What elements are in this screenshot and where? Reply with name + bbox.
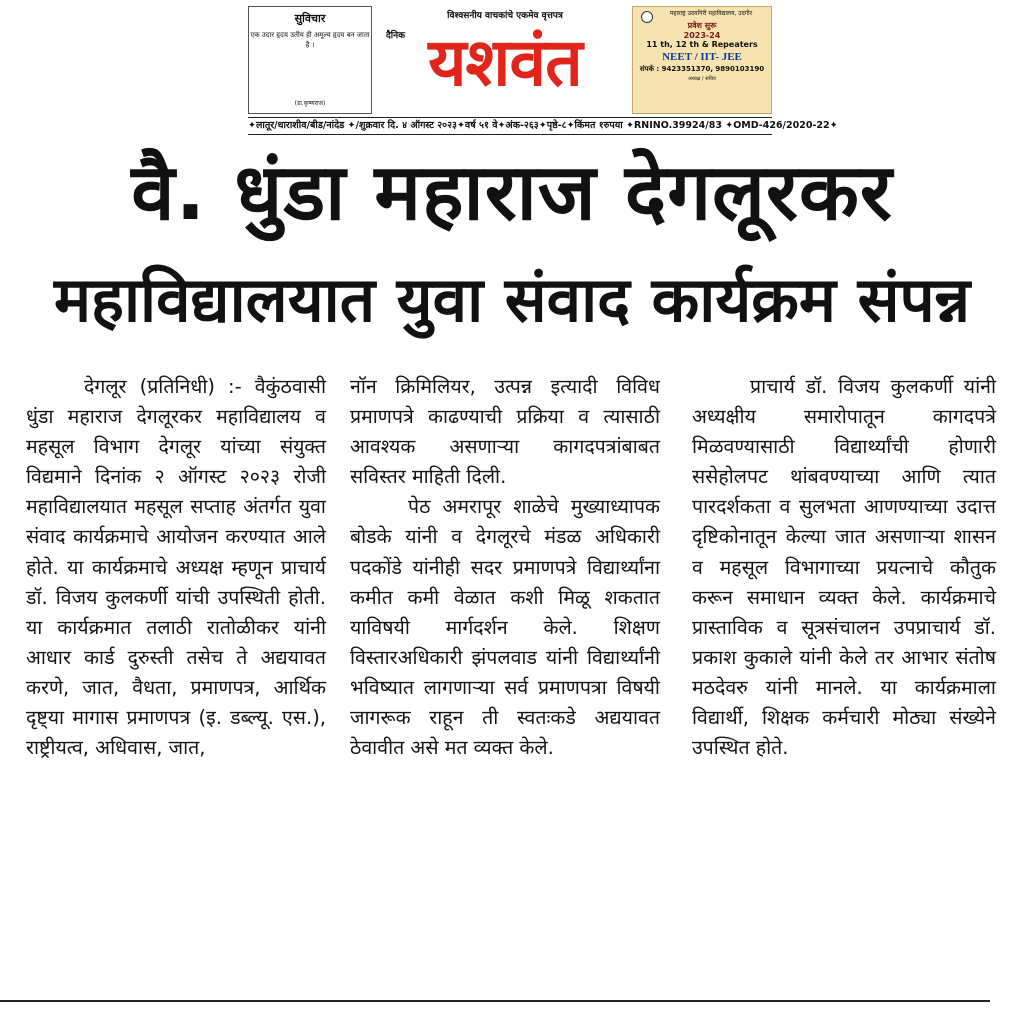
newspaper-tagline: विश्वसनीय वाचकांचे एकमेव वृत्तपत्र [447, 11, 563, 21]
headline-line-1: वै. धुंडा महाराज देगलूरकर [131, 148, 893, 238]
ad-organization: महाराष्ट्र उदयगिरी महाविद्यालय, उदगीर [669, 10, 753, 17]
bottom-divider [0, 1000, 990, 1002]
masthead [248, 6, 772, 114]
daily-label: दैनिक [386, 31, 406, 41]
article-paragraph: नॉन क्रिमिलियर, उत्पन्न इत्यादी विविध प्रमाणपत्रे काढण्याची प्रक्रिया व त्यासाठी आवश्यक असणाऱ्या कागदपत्रांबाबत सविस्तर माहिती दिली. [350, 375, 660, 489]
article-paragraph: प्राचार्य डॉ. विजय कुलकर्णी यांनी अध्यक्षीय समारोपातून कागदपत्रे मिळवण्यासाठी विद्यार्थ्यांची होणारी ससेहोलपट थांबवण्याच्या आणि त्यात पारदर्शकता व सुलभता आणण्याच्या उदात्त दृष्टिकोनातून केल्या जात असणाऱ्या शासन व महसूल विभागाच्या प्रयत्नाचे कौतुक करून समाधान व्यक्त केले. कार्यक्रमाचे प्रास्ताविक व सूत्रसंचालन उपप्राचार्य डॉ. प्रकाश कुकाले यांनी केले तर आभार संतोष मठदेवरु यांनी मानले. या कार्यक्रमाला विद्यार्थी, शिक्षक कर्मचारी मोठ्या संख्येने उपस्थित होते. [692, 375, 996, 760]
suvichar-text: एक उदार हृदय उतीय ही अमूल्य हृदय बन जाता है । [250, 31, 370, 49]
ad-phone: संपर्क : 9423351370, 9890103190 [639, 65, 765, 73]
article-paragraph: पेठ अमरापूर शाळेचे मुख्याध्यापक बोडके यांनी व देगलूरचे मंडळ अधिकारी पदकोंडे यांनीही सदर प्रमाणपत्रे विद्यार्थ्यांना कमीत कमी वेळात कशी मिळू शकतात याविषयी मार्गदर्शन केले. शिक्षण विस्तारअधिकारी झंपलवाड यांनी विद्यार्थ्यांनी भविष्यात लागणाऱ्या सर्व प्रमाणपत्रा विषयी जागरूक राहून ती स्वतःकडे अद्ययावत ठेवावीत असे मत व्यक्त केले. [350, 495, 660, 760]
ad-footer: अध्यक्ष / सचिव [688, 76, 716, 82]
admission-advertisement [632, 6, 772, 114]
article-column-2 [350, 372, 660, 763]
article-paragraph: देगलूर (प्रतिनिधी) :- वैकुंठवासी धुंडा महाराज देगलूरकर महाविद्यालय व महसूल विभाग देगलूर यांच्या संयुक्त विद्यमाने दिनांक २ ऑगस्ट २०२३ रोजी महाविद्यालयात महसूल सप्ताह अंतर्गत युवा संवाद कार्यक्रमाचे आयोजन करण्यात आले होते. या कार्यक्रमाचे अध्यक्ष म्हणून प्राचार्य डॉ. विजय कुलकर्णी यांची उपस्थिती होती. या कार्यक्रमात तलाठी रातोळीकर यांनी आधार कार्ड दुरुस्ती तसेच ते अद्ययावत करणे, जात, वैधता, प्रमाणपत्र, आर्थिक दृष्ट्या मागास प्रमाणपत्र (इ. डब्ल्यू. एस.), राष्ट्रीयत्व, अधिवास, जात, [26, 375, 326, 760]
newspaper-brand [380, 6, 630, 114]
ad-admission: प्रवेश सुरू [687, 21, 717, 30]
suvichar-author: (डा.कृष्णराज) [294, 100, 326, 107]
headline-line-2: महाविद्यालयात युवा संवाद कार्यक्रम संपन्न [53, 263, 971, 336]
suvichar-title: सुविचार [294, 12, 326, 25]
ad-exam: NEET / IIT- JEE [662, 51, 742, 63]
ad-classes: 11 th, 12 th & Repeaters [646, 40, 758, 49]
suvichar-box [248, 6, 372, 114]
edition-info-strip: ✦लातूर/धाराशीव/बीड/नांदेड ✦/शुक्रवार दि. ४ ऑगस्ट २०२३✦वर्ष ५१ वे✦अंक-२६३✦पृष्ठे-८✦किंमत १रुपया ✦RNINO.39924/83 ✦OMD-426/2020-22✦ [248, 117, 772, 135]
newspaper-logo: यशवंत [428, 24, 582, 101]
article-column-3 [692, 372, 996, 763]
article-column-1 [26, 372, 326, 763]
college-emblem-icon [641, 11, 653, 23]
ad-year: 2023-24 [683, 31, 721, 40]
